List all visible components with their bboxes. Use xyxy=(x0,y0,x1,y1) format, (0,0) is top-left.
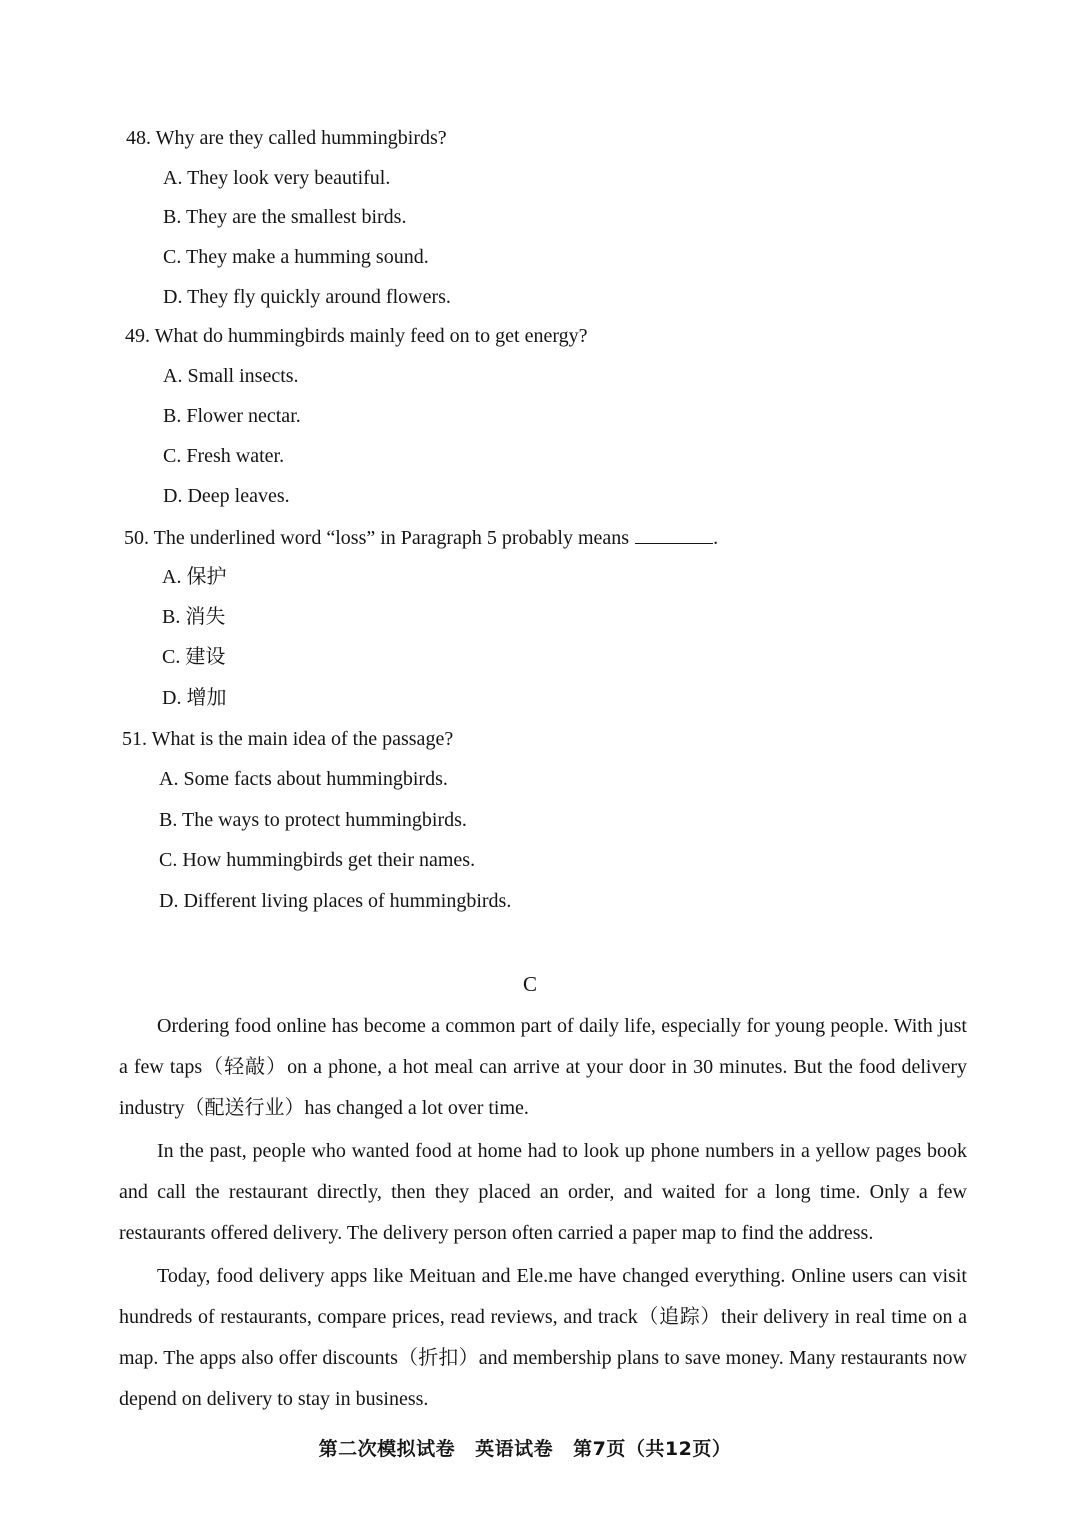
question-48-option-b: B. They are the smallest birds. xyxy=(163,206,407,228)
question-48-option-a: A. They look very beautiful. xyxy=(163,167,391,189)
question-51-stem: 51. What is the main idea of the passage? xyxy=(122,728,454,750)
page-footer xyxy=(0,1434,1050,1461)
question-48-stem: 48. Why are they called hummingbirds? xyxy=(126,127,447,149)
question-49-option-a: A. Small insects. xyxy=(163,365,299,387)
question-49-option-b: B. Flower nectar. xyxy=(163,405,301,427)
question-50-stem-end: . xyxy=(713,527,719,549)
question-50-option-a: A. 保护 xyxy=(162,566,227,588)
footer-page-number: 第7页（共12页） xyxy=(573,1438,732,1460)
question-48-option-c: C. They make a humming sound. xyxy=(163,246,429,268)
question-51-option-a: A. Some facts about hummingbirds. xyxy=(159,768,448,790)
question-49-option-c: C. Fresh water. xyxy=(163,445,285,467)
question-48-option-d: D. They fly quickly around flowers. xyxy=(163,286,451,308)
question-50-option-b: B. 消失 xyxy=(162,606,226,628)
question-50-stem xyxy=(124,525,718,550)
answer-blank xyxy=(635,525,713,544)
section-heading: C xyxy=(522,972,537,996)
question-51-option-b: B. The ways to protect hummingbirds. xyxy=(159,809,467,831)
question-51-option-d: D. Different living places of hummingbirds. xyxy=(159,890,512,912)
question-50-option-c: C. 建设 xyxy=(162,646,226,668)
passage-paragraph: In the past, people who wanted food at home had to look up phone numbers in a yellow pages book and call the restaurant directly, then they placed an order, and waited for a long time. Only a few restaurants offered delivery. The delivery person often carried a paper map to find the address. xyxy=(119,1140,967,1244)
passage-paragraph: Today, food delivery apps like Meituan and Ele.me have changed everything. Online users can visit hundreds of restaurants, compare prices, read reviews, and track（追踪）their delivery in real time on a map. The apps also offer discounts（折扣）and membership plans to save money. Many restaurants now depend on delivery to stay in business. xyxy=(119,1265,967,1410)
question-49-option-d: D. Deep leaves. xyxy=(163,485,290,507)
question-50-option-d: D. 增加 xyxy=(162,687,227,709)
question-49-stem: 49. What do hummingbirds mainly feed on to get energy? xyxy=(125,325,588,347)
footer-exam-title: 第二次模拟试卷 xyxy=(318,1438,456,1460)
question-51-option-c: C. How hummingbirds get their names. xyxy=(159,849,476,871)
passage-paragraph: Ordering food online has become a common part of daily life, especially for young people. With just a few taps（轻敲）on a phone, a hot meal can arrive at your door in 30 minutes. But the food delivery industry（配送行业）has changed a lot over time. xyxy=(119,1015,967,1119)
footer-subject: 英语试卷 xyxy=(475,1438,554,1460)
question-50-stem-text: 50. The underlined word “loss” in Paragraph 5 probably means xyxy=(124,527,630,549)
